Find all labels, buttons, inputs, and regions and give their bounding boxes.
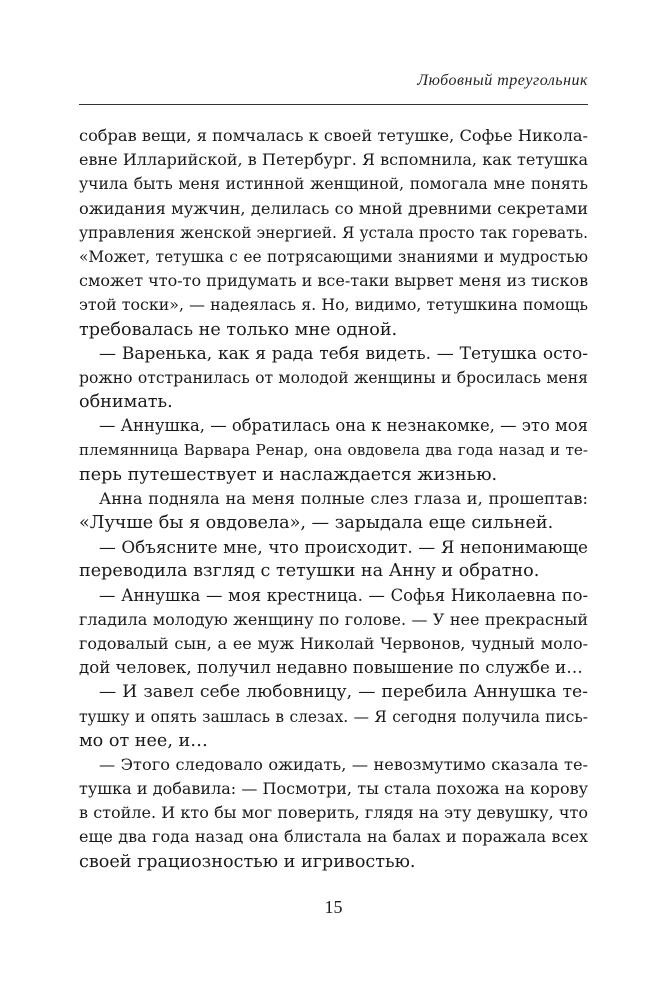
text-line: этой тоски», — надеялась я. Но, видимо, тетушкина помощь [79, 295, 588, 315]
header-rule [79, 104, 588, 105]
text-line: еще два года назад она блистала на балах и поражала всех [79, 827, 588, 847]
running-head: Любовный треугольник [417, 72, 588, 89]
text-line: дой человек, получил недавно повышение по службе и… [79, 658, 583, 678]
text-line: обнимать. [79, 392, 173, 413]
text-line: — Варенька, как я рада тебя видеть. — Тетушка осто- [99, 343, 588, 364]
text-line: переводила взгляд с тетушки на Анну и обратно. [79, 561, 540, 582]
text-line: тушку и опять зашлась в слезах. — Я сегодня получила пись- [79, 707, 588, 726]
text-line: учила быть меня истинной женщиной, помогала мне понять [79, 175, 588, 194]
text-line: собрав вещи, я помчалась к своей тетушке, Софье Никола- [79, 126, 588, 145]
text-line: — Объясните мне, что происходит. — Я непонимающе [99, 537, 588, 558]
text-line: перь путешествует и наслаждается жизнью. [79, 464, 498, 485]
text-line: управления женской энергией. Я устала просто так горевать. [79, 223, 588, 242]
text-line: требовалась не только мне одной. [79, 319, 398, 340]
text-line: ожидания мужчин, делилась со мной древними секретами [79, 198, 588, 218]
text-line: «Может, тетушка с ее потрясающими знаниями и мудростью [79, 247, 588, 266]
text-line: гладила молодую женщину по голове. — У нее прекрасный [79, 609, 588, 629]
text-line: годовалый сын, а ее муж Николай Червонов, чудный моло- [79, 633, 588, 653]
text-line: в стойле. И кто бы мог поверить, глядя на эту девушку, что [79, 803, 588, 823]
text-line: «Лучше бы я овдовела», — зарыдала еще сильней. [79, 513, 554, 533]
text-line: евне Илларийской, в Петербург. Я вспомнила, как тетушка [79, 150, 588, 170]
text-line: Анна подняла на меня полные слез глаза и, прошептав: [99, 488, 588, 508]
text-line: рожно отстранилась от молодой женщины и бросилась меня [79, 368, 588, 387]
text-line: племянница Варвара Ренар, она овдовела два года назад и те- [79, 441, 588, 460]
text-line: — И завел себе любовницу, — перебила Аннушка те- [99, 682, 588, 703]
text-line: — Этого следовало ожидать, — невозмутимо сказала те- [99, 754, 588, 774]
page-number: 15 [324, 897, 343, 917]
text-line: сможет что-то придумать и все-таки вырвет меня из тисков [79, 271, 589, 291]
text-line: тушка и добавила: — Посмотри, ты стала похожа на корову [79, 779, 588, 799]
text-line: своей грациозностью и игривостью. [79, 851, 416, 872]
body-text [79, 124, 588, 874]
text-line: мо от нее, и… [79, 730, 208, 751]
text-line: — Аннушка — моя крестница. — Софья Николаевна по- [99, 585, 588, 605]
text-line: — Аннушка, — обратилась она к незнакомке, — это моя [99, 416, 588, 436]
